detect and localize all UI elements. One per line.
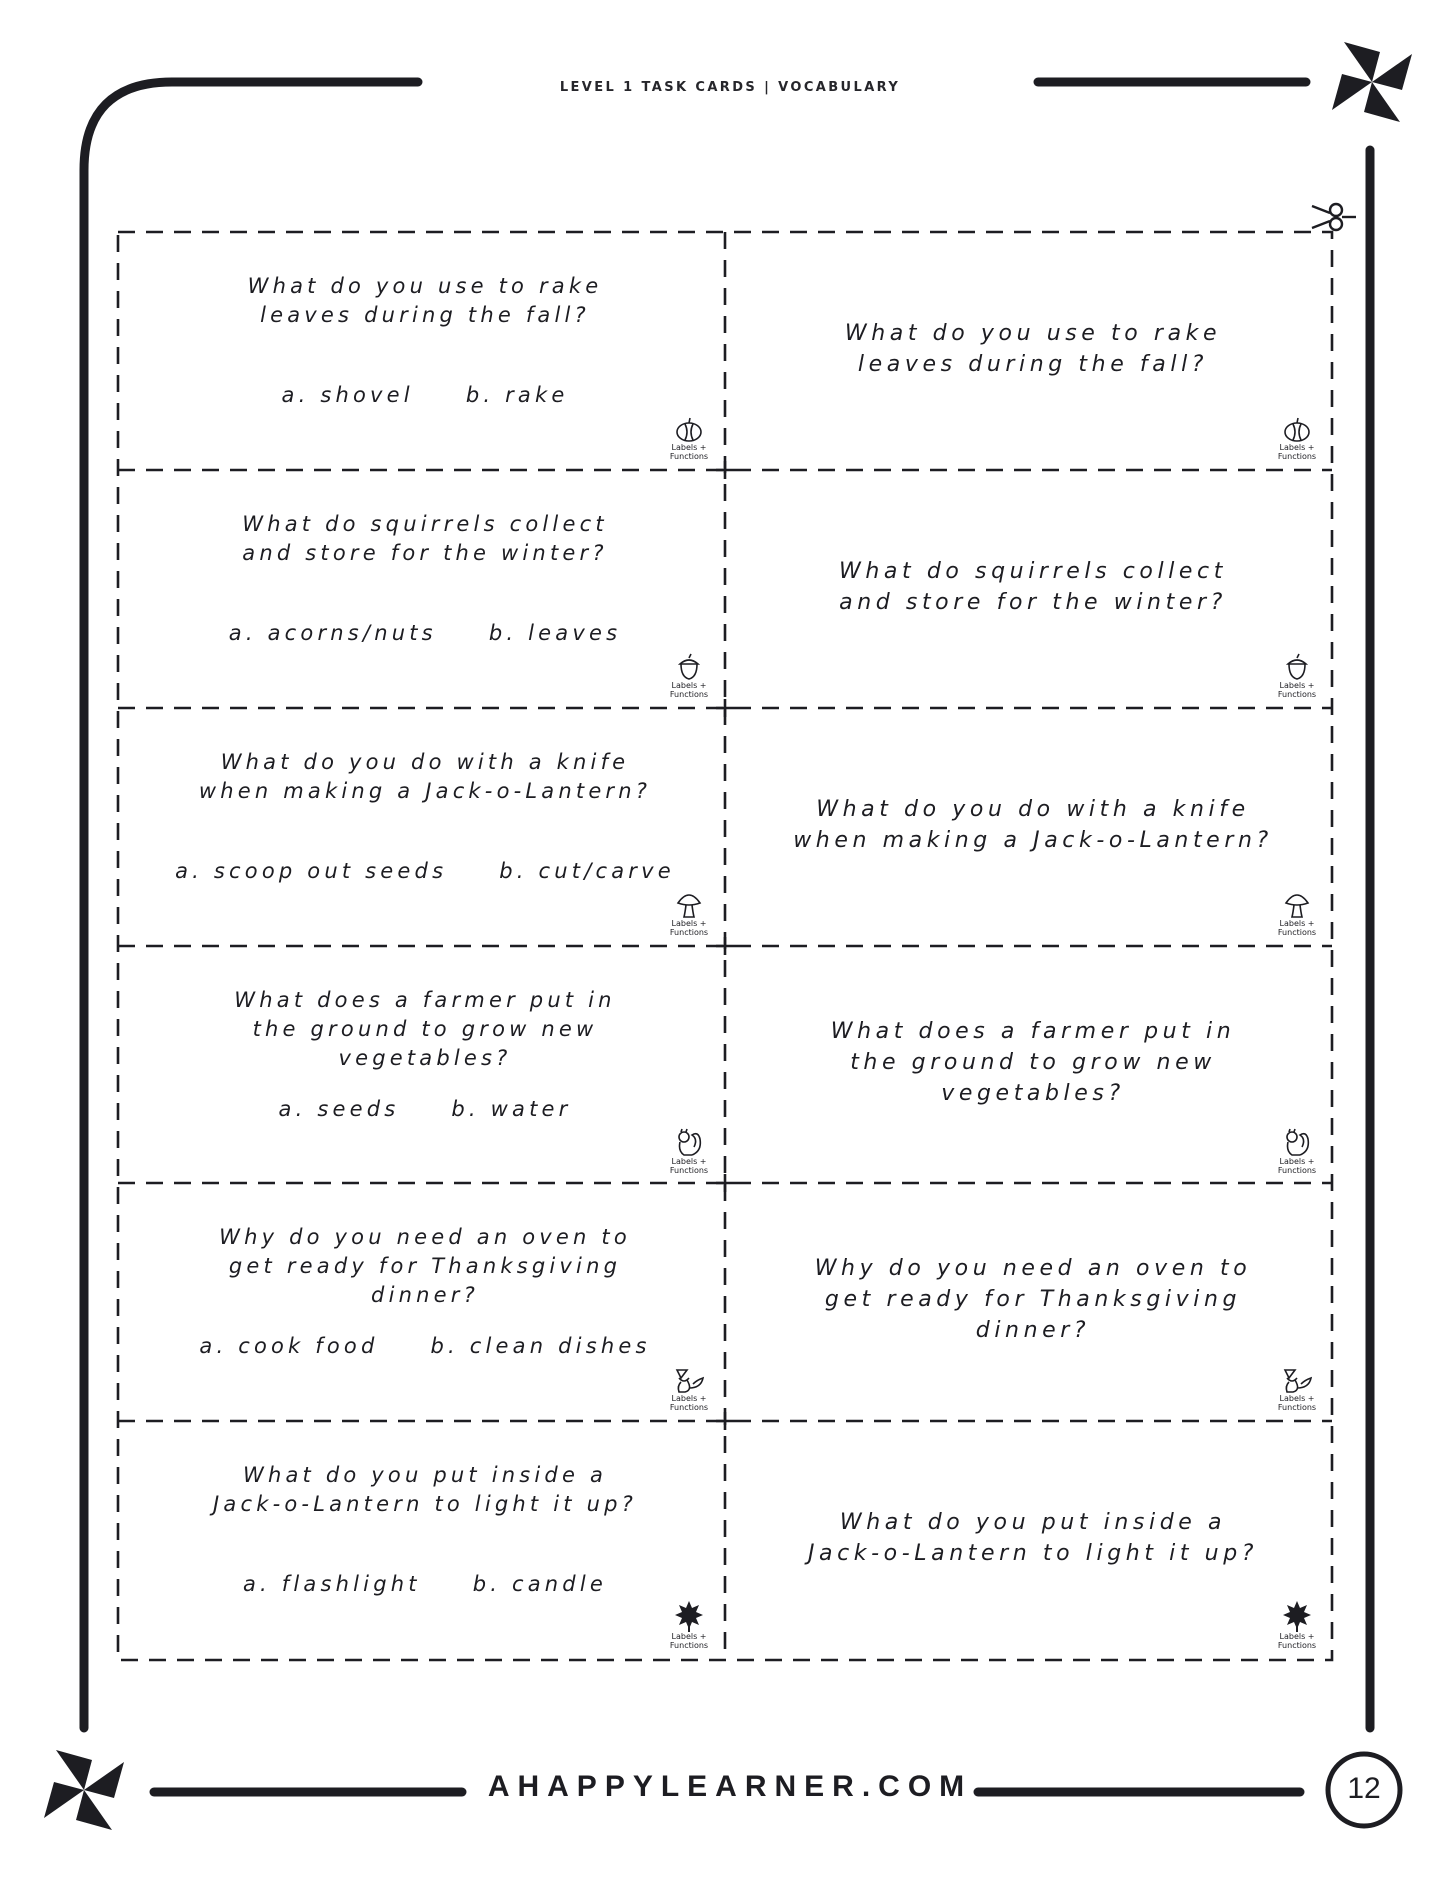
task-card-6-with-choices	[120, 1425, 730, 1662]
task-card-2-with-choices	[120, 474, 730, 711]
pinwheel-icon-bottom-left	[44, 1750, 124, 1830]
labels-functions-badge	[666, 653, 712, 699]
task-card-1-open-ended	[728, 236, 1338, 473]
badge-label: Labels + Functions	[1277, 1394, 1317, 1412]
task-card-question: What do you do with a knife when making a Jack-o-Lantern?	[198, 750, 652, 803]
answer-choice-b: b. candle	[472, 1572, 607, 1596]
task-card-6-open-ended	[728, 1425, 1338, 1662]
answer-choices	[120, 621, 730, 645]
answer-choices	[120, 859, 730, 883]
badge-label: Labels + Functions	[1277, 1632, 1317, 1650]
task-card-5-with-choices	[120, 1187, 730, 1424]
badge-label: Labels + Functions	[1277, 681, 1317, 699]
badge-label: Labels + Functions	[1277, 443, 1317, 461]
answer-choice-a: a. flashlight	[242, 1572, 421, 1596]
labels-functions-badge	[1274, 653, 1320, 699]
task-card-question: What do you put inside a Jack-o-Lantern to light it up?	[807, 1510, 1259, 1566]
badge-label: Labels + Functions	[669, 443, 709, 461]
task-card-question: Why do you need an oven to get ready for Thanksgiving dinner?	[219, 1225, 631, 1307]
task-card-question: What do you put inside a Jack-o-Lantern to light it up?	[213, 1463, 637, 1516]
footer-website: AHAPPYLEARNER.COM	[487, 1770, 973, 1803]
mushroom-icon	[1274, 889, 1320, 919]
task-card-5-open-ended	[728, 1187, 1338, 1424]
task-card-question: What do squirrels collect and store for the winter?	[242, 512, 608, 565]
squirrel-icon	[1274, 1127, 1320, 1157]
squirrel-icon	[666, 1127, 712, 1157]
task-card-question: What do squirrels collect and store for the winter?	[839, 559, 1227, 615]
badge-label: Labels + Functions	[669, 1394, 709, 1412]
task-card-question: What does a farmer put in the ground to grow new vegetables?	[830, 1019, 1236, 1106]
answer-choice-b: b. cut/carve	[499, 859, 675, 883]
labels-functions-badge	[666, 1600, 712, 1650]
answer-choice-a: a. acorns/nuts	[228, 621, 437, 645]
task-card-question: What do you use to rake leaves during the fall?	[247, 274, 603, 327]
answer-choice-a: a. cook food	[199, 1334, 379, 1358]
leaf-icon	[666, 1600, 712, 1632]
task-card-question: What does a farmer put in the ground to grow new vegetables?	[234, 988, 616, 1070]
task-card-4-open-ended	[728, 950, 1338, 1187]
answer-choices	[120, 1097, 730, 1121]
page-number: 12	[1347, 1772, 1381, 1805]
task-card-2-open-ended	[728, 474, 1338, 711]
leaf-icon	[1274, 1600, 1320, 1632]
answer-choice-b: b. rake	[465, 383, 569, 407]
fox-icon	[666, 1366, 712, 1394]
scissors-icon	[1312, 204, 1356, 230]
badge-label: Labels + Functions	[669, 1632, 709, 1650]
task-card-3-open-ended	[728, 712, 1338, 949]
answer-choice-a: a. scoop out seeds	[175, 859, 448, 883]
labels-functions-badge	[1274, 1600, 1320, 1650]
labels-functions-badge	[666, 1366, 712, 1412]
mushroom-icon	[666, 889, 712, 919]
badge-label: Labels + Functions	[669, 919, 709, 937]
answer-choices	[120, 383, 730, 407]
task-card-question: Why do you need an oven to get ready for Thanksgiving dinner?	[814, 1256, 1252, 1343]
badge-label: Labels + Functions	[669, 681, 709, 699]
fox-icon	[1274, 1366, 1320, 1394]
labels-functions-badge	[666, 889, 712, 937]
acorn-icon	[666, 653, 712, 681]
task-card-3-with-choices	[120, 712, 730, 949]
answer-choice-b: b. water	[451, 1097, 572, 1121]
answer-choice-a: a. seeds	[278, 1097, 400, 1121]
badge-label: Labels + Functions	[669, 1157, 709, 1175]
task-card-1-with-choices	[120, 236, 730, 473]
badge-label: Labels + Functions	[1277, 919, 1317, 937]
acorn-icon	[1274, 653, 1320, 681]
labels-functions-badge	[1274, 417, 1320, 461]
labels-functions-badge	[1274, 889, 1320, 937]
badge-label: Labels + Functions	[1277, 1157, 1317, 1175]
task-card-question: What do you use to rake leaves during the fall?	[844, 321, 1222, 377]
task-card-4-with-choices	[120, 950, 730, 1187]
labels-functions-badge	[1274, 1366, 1320, 1412]
answer-choices	[120, 1572, 730, 1596]
labels-functions-badge	[666, 1127, 712, 1175]
answer-choice-a: a. shovel	[281, 383, 414, 407]
task-card-question: What do you do with a knife when making a Jack-o-Lantern?	[793, 797, 1273, 853]
labels-functions-badge	[666, 417, 712, 461]
pumpkin-icon	[1274, 417, 1320, 443]
answer-choice-b: b. clean dishes	[430, 1334, 651, 1358]
answer-choices	[120, 1334, 730, 1358]
pinwheel-icon-top-right	[1332, 42, 1412, 122]
pumpkin-icon	[666, 417, 712, 443]
answer-choice-b: b. leaves	[488, 621, 622, 645]
labels-functions-badge	[1274, 1127, 1320, 1175]
header-title: LEVEL 1 TASK CARDS | VOCABULARY	[559, 80, 901, 95]
